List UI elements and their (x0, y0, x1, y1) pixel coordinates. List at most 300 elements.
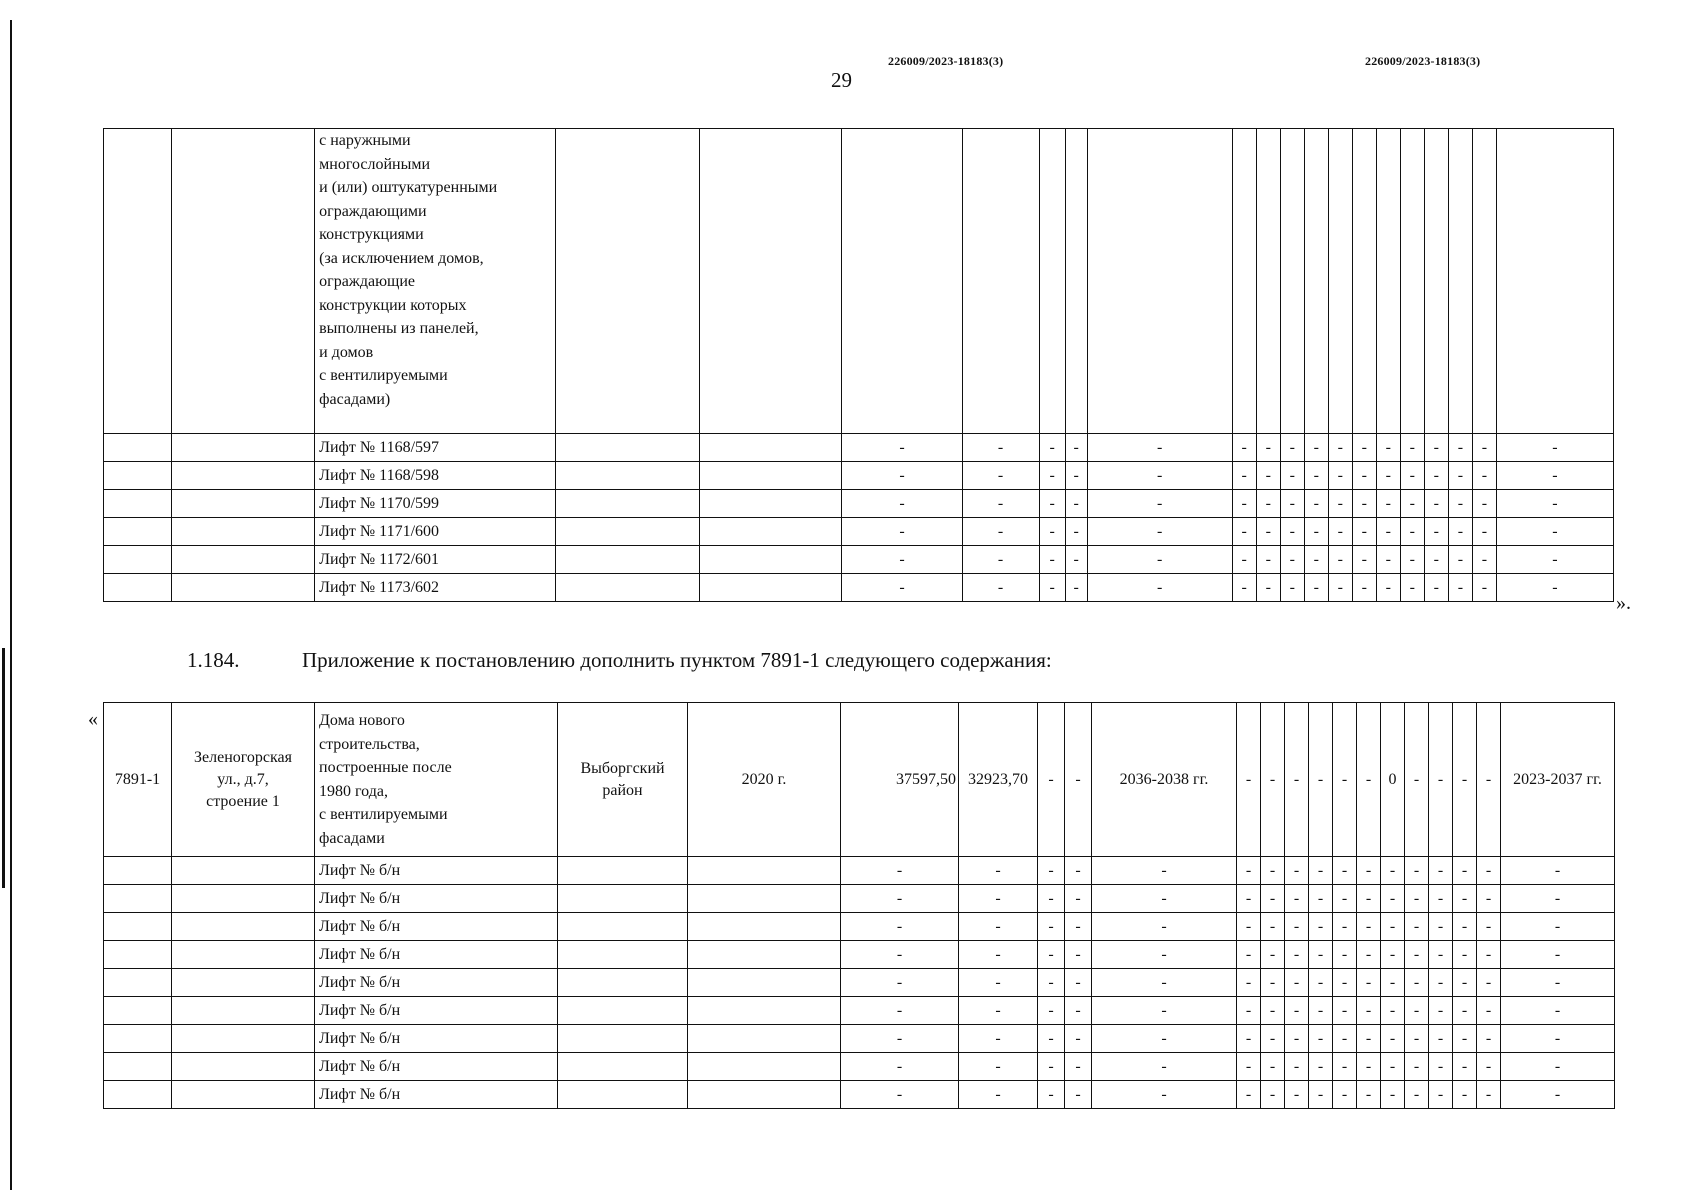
cell-district (558, 857, 688, 885)
cell-small: - (1261, 885, 1285, 913)
cell-small: 0 (1381, 703, 1405, 857)
cell-small: - (1309, 1081, 1333, 1109)
cell-small: - (1256, 518, 1280, 546)
cell-small: - (1405, 1053, 1429, 1081)
cell-small: - (1429, 1053, 1453, 1081)
cell-c6: - (842, 518, 962, 546)
cell-small: - (1285, 997, 1309, 1025)
cell-small: - (1357, 1025, 1381, 1053)
cell-lift-name: Лифт № 1170/599 (315, 490, 556, 518)
cell-c7: - (962, 546, 1039, 574)
cell-small: - (1453, 997, 1477, 1025)
cell-period: 2036-2038 гг. (1092, 703, 1237, 857)
cell-c6: - (841, 997, 959, 1025)
cell-c7: - (959, 857, 1038, 885)
cell-district (558, 1053, 688, 1081)
cell-address (172, 129, 315, 434)
cell-small: - (1357, 997, 1381, 1025)
cell-small: - (1285, 1053, 1309, 1081)
cell-small: - (1429, 703, 1453, 857)
cell-last: - (1496, 462, 1613, 490)
cell-empty (556, 129, 700, 434)
table-new-item (103, 702, 1615, 1109)
cell-lift-name: Лифт № б/н (315, 997, 558, 1025)
cell-address (172, 434, 315, 462)
cell-year (688, 857, 841, 885)
cell-num (104, 1081, 172, 1109)
cell-c8: - (1038, 703, 1065, 857)
cell-small: - (1424, 434, 1448, 462)
cell-small: - (1333, 969, 1357, 997)
cell-small: - (1328, 434, 1352, 462)
cell-lift-name: Лифт № б/н (315, 857, 558, 885)
cell-num (104, 969, 172, 997)
table-row-lift (104, 969, 1615, 997)
cell-small: - (1453, 1053, 1477, 1081)
cell-lift-name: Лифт № б/н (315, 885, 558, 913)
cell-small: - (1280, 518, 1304, 546)
table-row-lift (104, 913, 1615, 941)
cell-small: - (1285, 1081, 1309, 1109)
cell-c7: - (959, 997, 1038, 1025)
cell-district (558, 969, 688, 997)
cell-c6: - (841, 1053, 959, 1081)
cell-small: - (1280, 574, 1304, 602)
cell-small: - (1285, 941, 1309, 969)
cell-c9: - (1065, 1081, 1092, 1109)
cell-address (172, 857, 315, 885)
cell-num (104, 1053, 172, 1081)
cell-last: - (1496, 546, 1613, 574)
cell-small: - (1376, 490, 1400, 518)
cell-address (172, 913, 315, 941)
cell-small: - (1477, 969, 1501, 997)
cell-c8: - (1039, 490, 1065, 518)
cell-address (172, 574, 315, 602)
cell-small: - (1400, 574, 1424, 602)
cell-empty (1256, 129, 1280, 434)
cell-c6: - (841, 857, 959, 885)
cell-district (558, 997, 688, 1025)
cell-lift-name: Лифт № 1168/597 (315, 434, 556, 462)
cell-c9: - (1065, 997, 1092, 1025)
cell-empty (1039, 129, 1065, 434)
cell-small: - (1357, 941, 1381, 969)
cell-small: - (1261, 969, 1285, 997)
cell-small: - (1285, 913, 1309, 941)
cell-c7: - (962, 490, 1039, 518)
cell-district (558, 1081, 688, 1109)
cell-small: - (1376, 546, 1400, 574)
cell-c10: - (1087, 574, 1232, 602)
cell-district (558, 1025, 688, 1053)
cell-small: - (1448, 518, 1472, 546)
cell-small: - (1352, 434, 1376, 462)
cell-small: - (1357, 969, 1381, 997)
cell-c9: - (1065, 1053, 1092, 1081)
cell-small: - (1357, 885, 1381, 913)
cell-c8: - (1039, 462, 1065, 490)
table-row-lift (104, 857, 1615, 885)
cell-district (556, 434, 700, 462)
cell-small: - (1237, 857, 1261, 885)
cell-small: - (1448, 490, 1472, 518)
cell-lift-name: Лифт № б/н (315, 1053, 558, 1081)
cell-c9: - (1065, 857, 1092, 885)
cell-c8: - (1039, 434, 1065, 462)
cell-small: - (1237, 997, 1261, 1025)
cell-small: - (1381, 857, 1405, 885)
cell-small: - (1357, 1053, 1381, 1081)
cell-district (558, 913, 688, 941)
cell-small: - (1472, 546, 1496, 574)
cell-empty (1424, 129, 1448, 434)
cell-small: - (1405, 703, 1429, 857)
cell-c8: - (1038, 857, 1065, 885)
cell-small: - (1309, 969, 1333, 997)
cell-year (700, 574, 842, 602)
cell-small: - (1352, 518, 1376, 546)
cell-small: - (1453, 941, 1477, 969)
cell-small: - (1405, 969, 1429, 997)
cell-c9: - (1065, 490, 1087, 518)
cell-district (556, 462, 700, 490)
cell-empty (1328, 129, 1352, 434)
cell-num (104, 490, 172, 518)
table-row-lift (104, 490, 1614, 518)
cell-small: - (1232, 462, 1256, 490)
cell-small: - (1376, 574, 1400, 602)
cell-last: - (1501, 941, 1615, 969)
cell-area-living: 32923,70 (959, 703, 1038, 857)
cell-small: - (1472, 518, 1496, 546)
cell-small: - (1333, 857, 1357, 885)
cell-small: - (1405, 941, 1429, 969)
cell-c8: - (1039, 518, 1065, 546)
cell-c6: - (842, 462, 962, 490)
cell-small: - (1472, 490, 1496, 518)
cell-small: - (1453, 969, 1477, 997)
cell-small: - (1304, 574, 1328, 602)
cell-c10: - (1092, 941, 1237, 969)
cell-c8: - (1038, 1081, 1065, 1109)
cell-small: - (1405, 913, 1429, 941)
cell-small: - (1285, 885, 1309, 913)
cell-small: - (1304, 462, 1328, 490)
cell-item-number: 7891-1 (104, 703, 172, 857)
cell-small: - (1328, 462, 1352, 490)
cell-c6: - (841, 1025, 959, 1053)
cell-small: - (1304, 546, 1328, 574)
paragraph-text: Приложение к постановлению дополнить пунктом 7891-1 следующего содержания: (302, 648, 1052, 672)
cell-small: - (1424, 574, 1448, 602)
cell-c9: - (1065, 1025, 1092, 1053)
cell-empty (962, 129, 1039, 434)
cell-c8: - (1038, 941, 1065, 969)
cell-small: - (1285, 703, 1309, 857)
cell-empty (1087, 129, 1232, 434)
cell-small: - (1232, 574, 1256, 602)
cell-small: - (1280, 462, 1304, 490)
cell-small: - (1453, 857, 1477, 885)
cell-small: - (1453, 703, 1477, 857)
cell-c10: - (1092, 969, 1237, 997)
cell-small: - (1381, 941, 1405, 969)
cell-small: - (1477, 885, 1501, 913)
cell-district: Выборгский район (558, 703, 688, 857)
table-row-lift (104, 941, 1615, 969)
cell-year (700, 434, 842, 462)
cell-small: - (1333, 941, 1357, 969)
cell-small: - (1333, 703, 1357, 857)
cell-c6: - (841, 1081, 959, 1109)
cell-small: - (1232, 434, 1256, 462)
cell-small: - (1256, 434, 1280, 462)
cell-c10: - (1087, 546, 1232, 574)
cell-empty (1280, 129, 1304, 434)
cell-small: - (1381, 913, 1405, 941)
cell-last: - (1501, 857, 1615, 885)
cell-small: - (1333, 1025, 1357, 1053)
table-row-lift (104, 885, 1615, 913)
cell-small: - (1448, 434, 1472, 462)
cell-small: - (1400, 462, 1424, 490)
cell-small: - (1333, 1053, 1357, 1081)
cell-empty (1400, 129, 1424, 434)
cell-c10: - (1087, 462, 1232, 490)
cell-address (172, 885, 315, 913)
cell-small: - (1477, 913, 1501, 941)
cell-last: - (1501, 969, 1615, 997)
cell-small: - (1424, 518, 1448, 546)
cell-district (558, 885, 688, 913)
cell-small: - (1477, 1053, 1501, 1081)
cell-small: - (1232, 518, 1256, 546)
cell-num (104, 462, 172, 490)
cell-small: - (1357, 703, 1381, 857)
cell-year (688, 885, 841, 913)
cell-empty (1376, 129, 1400, 434)
cell-small: - (1381, 969, 1405, 997)
table-continuation (103, 128, 1614, 602)
cell-last: - (1496, 490, 1613, 518)
cell-small: - (1453, 1081, 1477, 1109)
table-row-lift (104, 574, 1614, 602)
cell-last: - (1496, 434, 1613, 462)
cell-year (688, 1025, 841, 1053)
cell-c10: - (1092, 857, 1237, 885)
paragraph-number: 1.184. (187, 648, 240, 672)
cell-c6: - (842, 546, 962, 574)
cell-year (688, 913, 841, 941)
cell-empty (1304, 129, 1328, 434)
cell-last-period: 2023-2037 гг. (1501, 703, 1615, 857)
cell-small: - (1429, 1081, 1453, 1109)
cell-small: - (1333, 885, 1357, 913)
cell-c10: - (1087, 518, 1232, 546)
table-row-lift (104, 1053, 1615, 1081)
table-row-description (104, 129, 1614, 434)
cell-c6: - (841, 941, 959, 969)
closing-quote: ». (1616, 592, 1631, 614)
cell-c8: - (1038, 997, 1065, 1025)
cell-small: - (1405, 885, 1429, 913)
cell-small: - (1405, 1081, 1429, 1109)
cell-small: - (1381, 1025, 1405, 1053)
cell-small: - (1429, 1025, 1453, 1053)
cell-small: - (1381, 1053, 1405, 1081)
cell-small: - (1237, 1025, 1261, 1053)
cell-last: - (1496, 574, 1613, 602)
cell-small: - (1237, 913, 1261, 941)
cell-num (104, 546, 172, 574)
cell-small: - (1309, 941, 1333, 969)
cell-small: - (1285, 857, 1309, 885)
cell-small: - (1424, 546, 1448, 574)
cell-c6: - (842, 574, 962, 602)
cell-c8: - (1038, 913, 1065, 941)
cell-c9: - (1065, 546, 1087, 574)
cell-address (172, 997, 315, 1025)
cell-c10: - (1092, 1025, 1237, 1053)
cell-small: - (1405, 1025, 1429, 1053)
cell-small: - (1237, 1053, 1261, 1081)
cell-small: - (1309, 913, 1333, 941)
cell-small: - (1304, 518, 1328, 546)
cell-building-type: Дома нового строительства, построенные после 1980 года, с вентилируемыми фасадами (315, 703, 558, 857)
cell-c7: - (959, 1081, 1038, 1109)
cell-small: - (1477, 1081, 1501, 1109)
left-margin-bar (2, 648, 5, 888)
cell-c8: - (1039, 574, 1065, 602)
cell-empty (842, 129, 962, 434)
cell-c10: - (1092, 1053, 1237, 1081)
cell-c10: - (1092, 913, 1237, 941)
table-row-lift (104, 434, 1614, 462)
cell-small: - (1477, 1025, 1501, 1053)
cell-small: - (1261, 1081, 1285, 1109)
cell-c9: - (1065, 913, 1092, 941)
cell-lift-name: Лифт № 1171/600 (315, 518, 556, 546)
cell-small: - (1237, 969, 1261, 997)
cell-year (700, 546, 842, 574)
cell-empty (1496, 129, 1613, 434)
cell-lift-name: Лифт № б/н (315, 1081, 558, 1109)
cell-small: - (1285, 1025, 1309, 1053)
cell-c7: - (959, 1053, 1038, 1081)
cell-small: - (1309, 885, 1333, 913)
doc-number-left: 226009/2023-18183(3) (888, 54, 1004, 68)
cell-small: - (1309, 997, 1333, 1025)
cell-lift-name: Лифт № б/н (315, 1025, 558, 1053)
cell-small: - (1477, 997, 1501, 1025)
cell-small: - (1309, 857, 1333, 885)
cell-small: - (1333, 1081, 1357, 1109)
cell-year (700, 518, 842, 546)
cell-c9: - (1065, 434, 1087, 462)
table-row-lift (104, 1025, 1615, 1053)
doc-number-right: 226009/2023-18183(3) (1365, 54, 1481, 68)
cell-c6: - (842, 490, 962, 518)
cell-area-total: 37597,50 (841, 703, 959, 857)
cell-small: - (1376, 434, 1400, 462)
cell-small: - (1261, 913, 1285, 941)
cell-c8: - (1039, 546, 1065, 574)
cell-lift-name: Лифт № 1168/598 (315, 462, 556, 490)
cell-description: с наружными многослойными и (или) оштукатуренными ограждающими конструкциями (за исключением домов, ограждающие конструкции которых выполнены из панелей, и домов с вентилируемыми фасадами) (315, 129, 556, 434)
cell-last: - (1501, 885, 1615, 913)
cell-num (104, 574, 172, 602)
cell-empty (1472, 129, 1496, 434)
cell-small: - (1261, 703, 1285, 857)
cell-small: - (1280, 546, 1304, 574)
cell-small: - (1477, 857, 1501, 885)
cell-year (688, 997, 841, 1025)
cell-district (556, 546, 700, 574)
cell-num (104, 913, 172, 941)
cell-num (104, 941, 172, 969)
cell-c7: - (959, 969, 1038, 997)
cell-c10: - (1087, 490, 1232, 518)
cell-small: - (1237, 941, 1261, 969)
cell-c9: - (1065, 462, 1087, 490)
cell-small: - (1256, 462, 1280, 490)
cell-small: - (1400, 490, 1424, 518)
cell-small: - (1328, 518, 1352, 546)
cell-address (172, 941, 315, 969)
cell-c9: - (1065, 574, 1087, 602)
cell-small: - (1424, 490, 1448, 518)
table-row-lift (104, 462, 1614, 490)
cell-c9: - (1065, 941, 1092, 969)
cell-num (104, 518, 172, 546)
cell-district (556, 490, 700, 518)
cell-small: - (1405, 997, 1429, 1025)
cell-small: - (1400, 518, 1424, 546)
cell-small: - (1352, 574, 1376, 602)
cell-small: - (1424, 462, 1448, 490)
cell-c9: - (1065, 518, 1087, 546)
cell-empty (1232, 129, 1256, 434)
cell-small: - (1352, 490, 1376, 518)
cell-small: - (1304, 434, 1328, 462)
cell-small: - (1328, 490, 1352, 518)
cell-address (172, 546, 315, 574)
cell-small: - (1328, 546, 1352, 574)
cell-small: - (1381, 1081, 1405, 1109)
cell-small: - (1429, 857, 1453, 885)
table-row-main (104, 703, 1615, 857)
cell-small: - (1429, 969, 1453, 997)
cell-small: - (1477, 941, 1501, 969)
cell-empty (1448, 129, 1472, 434)
cell-small: - (1261, 941, 1285, 969)
cell-small: - (1472, 434, 1496, 462)
cell-num (104, 434, 172, 462)
cell-small: - (1237, 703, 1261, 857)
table-row-lift (104, 546, 1614, 574)
table-row-lift (104, 1081, 1615, 1109)
cell-small: - (1429, 997, 1453, 1025)
cell-small: - (1477, 703, 1501, 857)
cell-c9: - (1065, 703, 1092, 857)
cell-c8: - (1038, 969, 1065, 997)
cell-last: - (1501, 1053, 1615, 1081)
page-number: 29 (831, 68, 852, 92)
cell-small: - (1357, 857, 1381, 885)
cell-small: - (1376, 518, 1400, 546)
cell-small: - (1280, 434, 1304, 462)
